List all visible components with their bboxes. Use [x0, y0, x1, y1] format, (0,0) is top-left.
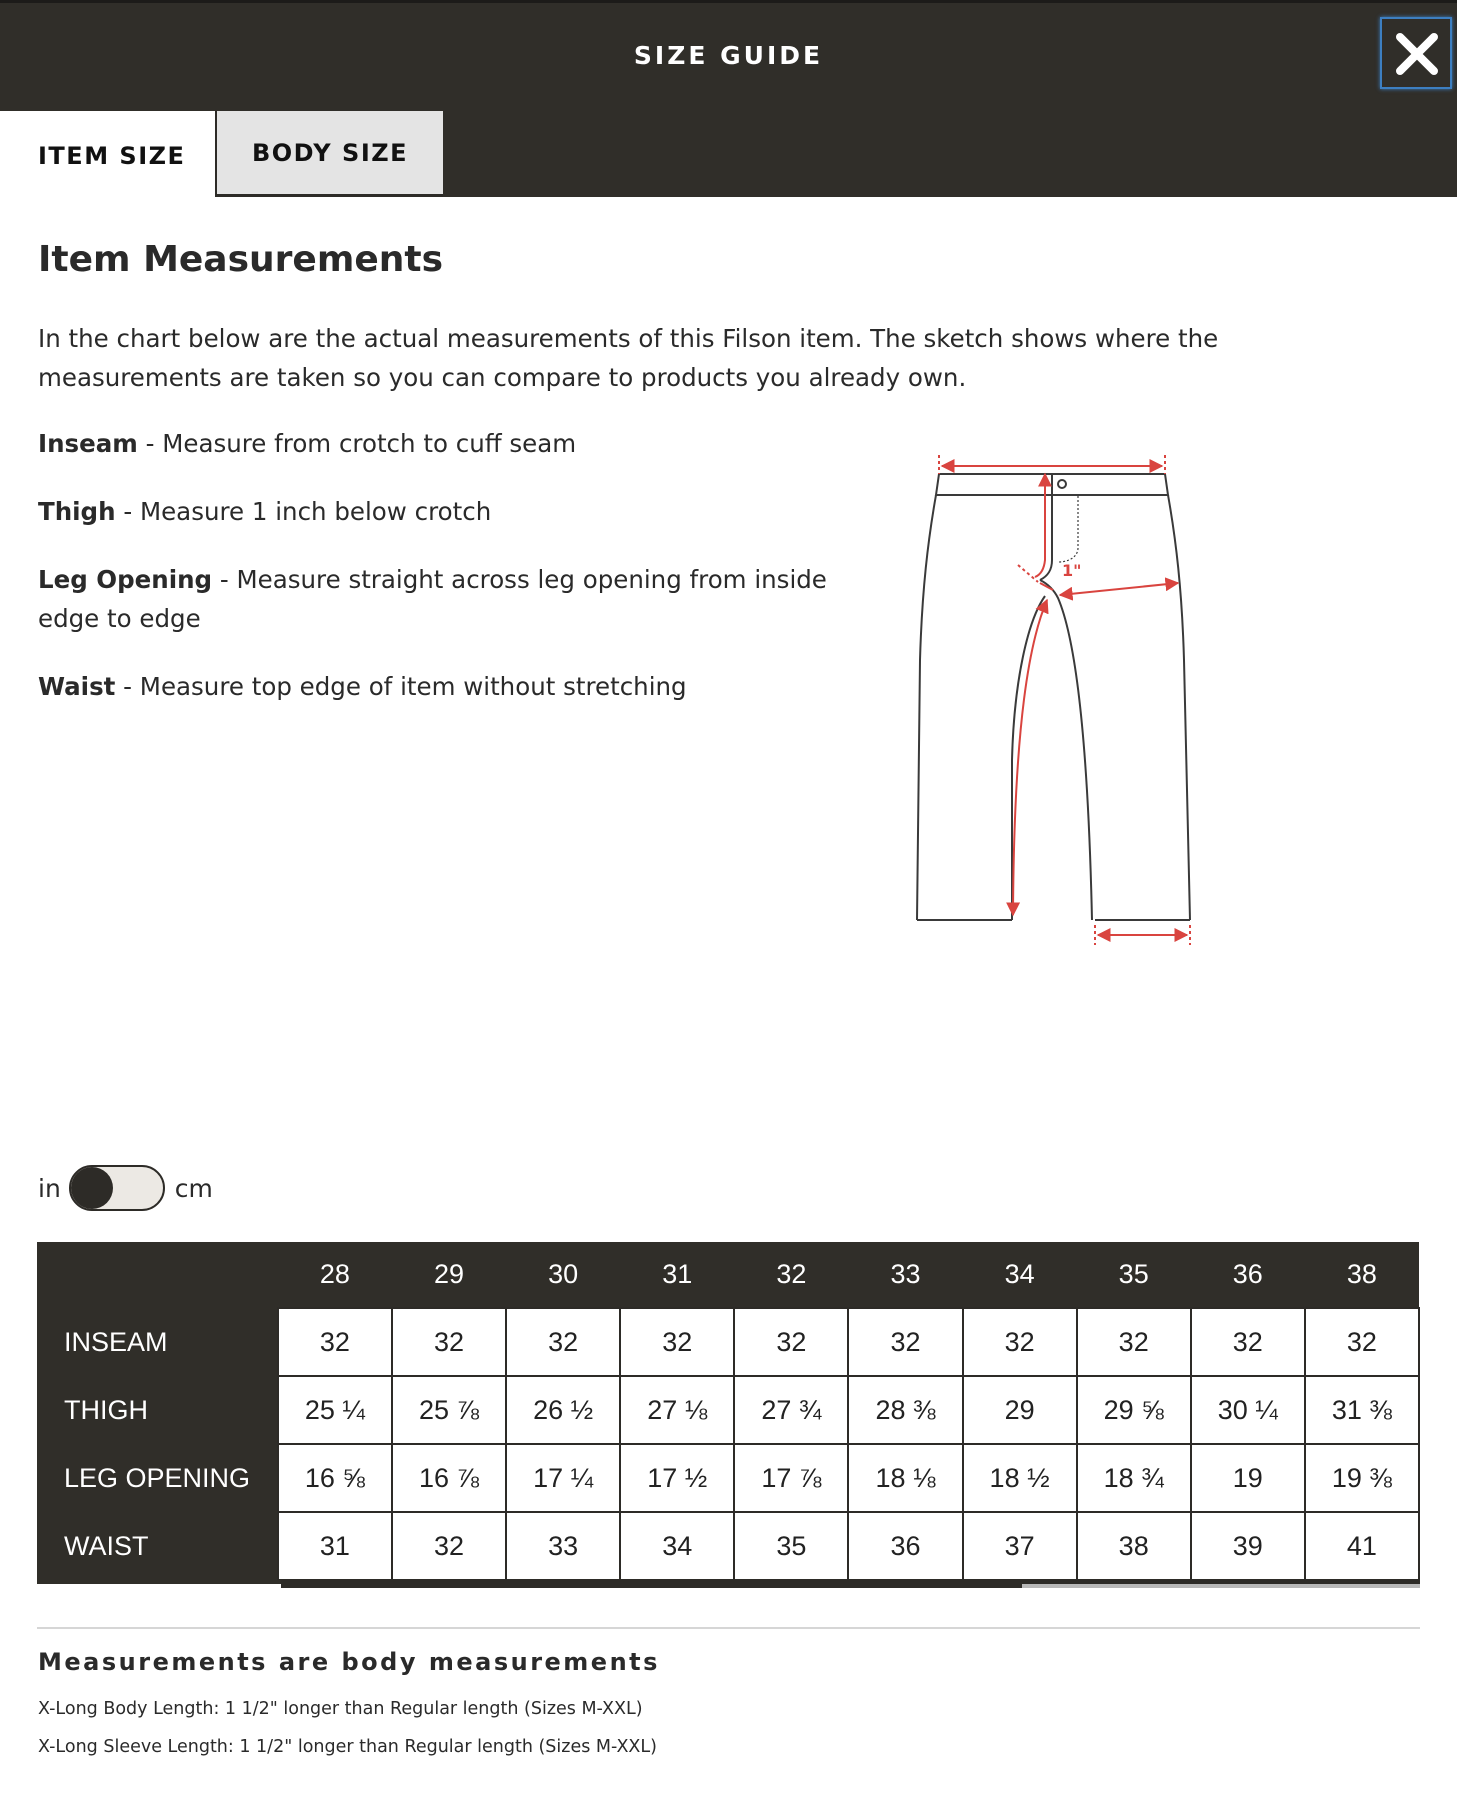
- size-header: 30: [506, 1242, 620, 1308]
- close-button[interactable]: [1380, 17, 1452, 89]
- table-cell: 30 ¼: [1191, 1376, 1305, 1444]
- table-cell: 32: [848, 1308, 962, 1376]
- unit-toggle-switch[interactable]: [69, 1165, 165, 1211]
- table-cell: 16 ⅞: [392, 1444, 506, 1512]
- table-cell: 25 ¼: [278, 1376, 392, 1444]
- size-header: 28: [278, 1242, 392, 1308]
- table-cell: 32: [392, 1512, 506, 1580]
- size-guide-header: [0, 0, 1457, 111]
- tab-item-size[interactable]: ITEM SIZE: [0, 111, 215, 201]
- table-cell: 32: [278, 1308, 392, 1376]
- size-header-row: [37, 1242, 1419, 1308]
- table-cell: 29: [963, 1376, 1077, 1444]
- table-cell: 32: [734, 1308, 848, 1376]
- definition-thigh: [38, 492, 838, 531]
- size-header: 32: [734, 1242, 848, 1308]
- table-cell: 26 ½: [506, 1376, 620, 1444]
- table-cell: 28 ⅜: [848, 1376, 962, 1444]
- table-cell: 17 ¼: [506, 1444, 620, 1512]
- close-x-icon: [1392, 29, 1442, 79]
- table-cell: 18 ½: [963, 1444, 1077, 1512]
- modal-title: SIZE GUIDE: [633, 41, 824, 70]
- table-row-inseam: [37, 1308, 1419, 1376]
- table-cell: 17 ½: [620, 1444, 734, 1512]
- note-line: X-Long Sleeve Length: 1 1/2" longer than Regular length (Sizes M-XXL): [38, 1737, 658, 1757]
- definition-inseam: [38, 424, 838, 463]
- unit-toggle-group: [38, 1163, 213, 1213]
- thigh-offset-label: 1": [1062, 561, 1082, 580]
- toggle-knob[interactable]: [71, 1167, 113, 1209]
- tab-body-size[interactable]: BODY SIZE: [215, 111, 443, 197]
- table-row-leg-opening: [37, 1444, 1419, 1512]
- row-label: LEG OPENING: [37, 1444, 278, 1512]
- tab-bar: [0, 111, 1457, 197]
- table-cell: 39: [1191, 1512, 1305, 1580]
- notes-title: Measurements are body measurements: [38, 1648, 660, 1676]
- definition-text: - Measure 1 inch below crotch: [115, 497, 492, 526]
- definition-leg-opening: [38, 560, 828, 638]
- definition-text: - Measure top edge of item without stretching: [115, 672, 687, 701]
- pants-measurement-diagram-icon: [880, 440, 1220, 1100]
- table-cell: 33: [506, 1512, 620, 1580]
- row-label: THIGH: [37, 1376, 278, 1444]
- table-row-thigh: [37, 1376, 1419, 1444]
- table-cell: 37: [963, 1512, 1077, 1580]
- table-label-column-edge: [37, 1580, 281, 1584]
- unit-label-in: in: [38, 1173, 61, 1203]
- table-cell: 27 ⅛: [620, 1376, 734, 1444]
- intro-text: In the chart below are the actual measurements of this Filson item. The sketch shows where the measurements are taken so you can compare to products you already own.: [38, 324, 1219, 392]
- table-cell: 18 ⅛: [848, 1444, 962, 1512]
- table-cell: 16 ⅝: [278, 1444, 392, 1512]
- size-header: 34: [963, 1242, 1077, 1308]
- table-cell: 19 ⅜: [1305, 1444, 1419, 1512]
- row-label: INSEAM: [37, 1308, 278, 1376]
- table-cell: 32: [620, 1308, 734, 1376]
- definition-term: Waist: [38, 672, 116, 701]
- table-cell: 32: [1191, 1308, 1305, 1376]
- table-cell: 29 ⅝: [1077, 1376, 1191, 1444]
- table-cell: 35: [734, 1512, 848, 1580]
- note-line: X-Long Body Length: 1 1/2" longer than Regular length (Sizes M-XXL): [38, 1699, 643, 1719]
- table-cell: 31 ⅜: [1305, 1376, 1419, 1444]
- row-label: WAIST: [37, 1512, 278, 1580]
- corner-cell: [37, 1242, 278, 1308]
- table-row-waist: [37, 1512, 1419, 1580]
- table-horizontal-scrollbar[interactable]: [281, 1580, 1420, 1588]
- size-header: 35: [1077, 1242, 1191, 1308]
- table-cell: 32: [963, 1308, 1077, 1376]
- size-table: [37, 1242, 1420, 1581]
- size-header: 33: [848, 1242, 962, 1308]
- size-header: 36: [1191, 1242, 1305, 1308]
- table-cell: 31: [278, 1512, 392, 1580]
- definition-term: Leg Opening: [38, 565, 213, 594]
- size-header: 38: [1305, 1242, 1419, 1308]
- scrollbar-thumb[interactable]: [281, 1580, 1022, 1588]
- table-cell: 36: [848, 1512, 962, 1580]
- definition-waist: [38, 667, 838, 706]
- definition-text: - Measure straight across leg opening from inside edge to edge: [38, 565, 827, 633]
- table-cell: 32: [1077, 1308, 1191, 1376]
- table-cell: 19: [1191, 1444, 1305, 1512]
- size-table-scroll-container[interactable]: [37, 1242, 1420, 1588]
- definition-term: Thigh: [38, 497, 116, 526]
- table-cell: 38: [1077, 1512, 1191, 1580]
- table-cell: 25 ⅞: [392, 1376, 506, 1444]
- table-cell: 17 ⅞: [734, 1444, 848, 1512]
- table-cell: 34: [620, 1512, 734, 1580]
- size-header: 29: [392, 1242, 506, 1308]
- table-cell: 32: [1305, 1308, 1419, 1376]
- table-cell: 41: [1305, 1512, 1419, 1580]
- size-header: 31: [620, 1242, 734, 1308]
- measurement-definitions: [38, 424, 838, 735]
- table-cell: 27 ¾: [734, 1376, 848, 1444]
- table-cell: 32: [506, 1308, 620, 1376]
- table-cell: 32: [392, 1308, 506, 1376]
- definition-text: - Measure from crotch to cuff seam: [137, 429, 577, 458]
- unit-label-cm: cm: [174, 1173, 213, 1203]
- page-title: Item Measurements: [38, 239, 444, 280]
- section-divider: [37, 1627, 1420, 1629]
- definition-term: Inseam: [38, 429, 138, 458]
- table-cell: 18 ¾: [1077, 1444, 1191, 1512]
